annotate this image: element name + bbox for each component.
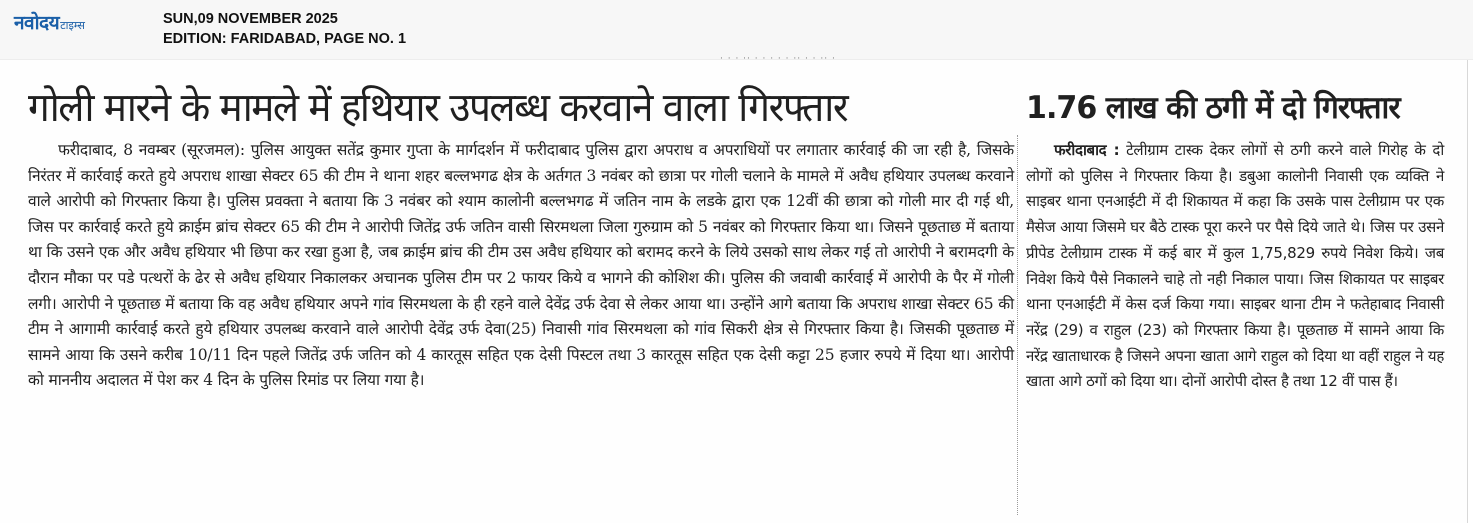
article-telegram-fraud-arrest — [1026, 82, 1444, 395]
bleed-text-fragment: · · · ·· · · · · · ·· · · ·· · — [720, 55, 836, 63]
epaper-header — [0, 0, 1473, 60]
article-headline: गोली मारने के मामले में हथियार उपलब्ध करवाने वाला गिरफ्तार — [28, 85, 848, 131]
newspaper-clipping — [0, 55, 1468, 523]
logo-main-text: नवोदय — [14, 12, 60, 34]
article-body-text: टेलीग्राम टास्क देकर लोगों से ठगी करने वाले गिरोह के दो लोगों को पुलिस ने गिरफ्तार किया है। डबुआ कालोनी निवासी एक व्यक्ति ने साइबर थाना एनआईटी में दी शिकायत में कहा कि उसके पास टेलीग्राम पर एक मैसेज आया जिसमे घर बैठे टास्क पूरा करने पर पैसे दिये जाते थे। जिस पर उसने प्रीपेड टेलीग्राम टास्क में कई बार में कुल 1,75,829 रुपये निवेश किये। जब निवेश किये पैसे निकालने चाहे तो नही निकाल पाया। जिस शिकायत पर साइबर थाना एनआईटी में केस दर्ज किया गया। साइबर थाना टीम ने फतेहाबाद निवासी नरेंद्र (29) व राहुल (23) को गिरफ्तार किया है। पूछताछ में सामने आया कि नरेंद्र खाताधारक है जिसने अपना खाता आगे राहुल को दिया था वहीं राहुल ने यह खाता आगे ठगों को दिया था। दोनों आरोपी दोस्त है तथा 12 वीं पास हैं। — [1026, 141, 1444, 391]
article-body — [1026, 138, 1444, 395]
edition-page: EDITION: FARIDABAD, PAGE NO. 1 — [163, 31, 407, 47]
article-dateline: फरीदाबाद : — [1054, 141, 1120, 159]
newspaper-logo[interactable] — [14, 9, 85, 35]
logo-sub-text: टाइम्स — [60, 19, 85, 32]
edition-info — [163, 9, 406, 49]
article-body: फरीदाबाद, 8 नवम्बर (सूरजमल): पुलिस आयुक्त सतेंद्र कुमार गुप्ता के मार्गदर्शन में फरीदाबाद पुलिस द्वारा अपराध व अपराधियों पर लगातार कार्रवाई की जा रही है, जिसके निरंतर में कार्रवाई करते हुये अपराध शाखा सेक्टर 65 की टीम ने थाना शहर बल्लभगढ क्षेत्र के अर्तगत 3 नवंबर को छात्रा पर गोली चलाने के मामले में अवैध हथियार उपलब्ध करवाने वाले आरोपी को गिरफ्तार किया है। पुलिस प्रवक्ता ने बताया कि 3 नवंबर को श्याम कालोनी बल्लभगढ में जतिन नाम के लडके द्वारा एक 12वीं की छात्रा को गोली मार दी गई थी, जिस पर कार्रवाई करते हुये क्राईम ब्रांच सेक्टर 65 की टीम ने आरोपी जितेंद्र उर्फ जतिन वासी सिरमथला जिला गुरुग्राम को 5 नवंबर को गिरफ्तार किया था। जिसने पूछताछ में बताया था कि उसने एक और अवैध हथियार भी छिपा कर रखा हुआ है, जब क्राईम ब्रांच की टीम उस अवैध हथियार को बरामद करने के लिये उसको साथ लेकर गई तो आरोपी ने बरामदगी के दौरान मौका पर पडे पत्थरों के ढेर से अवैध हथियार निकालकर अचानक पुलिस टीम पर 2 फायर किये व भागने की कोशिश की। पुलिस की जवाबी कार्रवाई में आरोपी के पैर में गोली लगी। आरोपी ने पूछताछ में बताया कि वह अवैध हथियार अपने गांव सिरमथला के ही रहने वाले देवेंद्र उर्फ देवा से लेकर आया था। उन्होंने आगे बताया कि अपराध शाखा सेक्टर 65 की टीम ने आगामी कार्रवाई करते हुये हथियार उपलब्ध करवाने वाले आरोपी देवेंद्र उर्फ देवा(25) निवासी गांव सिरमथला को गांव सिकरी क्षेत्र से गिरफ्तार किया है। जिसकी पूछताछ में सामने आया कि उसने करीब 10/11 दिन पहले जितेंद्र उर्फ जतिन को 4 कारतूस सहित एक देसी पिस्टल तथा 3 कारतूस सहित एक देसी कट्टा 25 हजार रुपये में दिया था। आरोपी को माननीय अदालत में पेश कर 4 दिन के पुलिस रिमांड पर लिया गया है। — [28, 141, 1014, 390]
article-headline: 1.76 लाख की ठगी में दो गिरफ्तार — [1026, 90, 1400, 126]
column-divider — [1017, 135, 1018, 515]
article-weapon-supplier-arrest — [28, 82, 1014, 394]
publication-date: SUN,09 NOVEMBER 2025 — [163, 11, 338, 27]
